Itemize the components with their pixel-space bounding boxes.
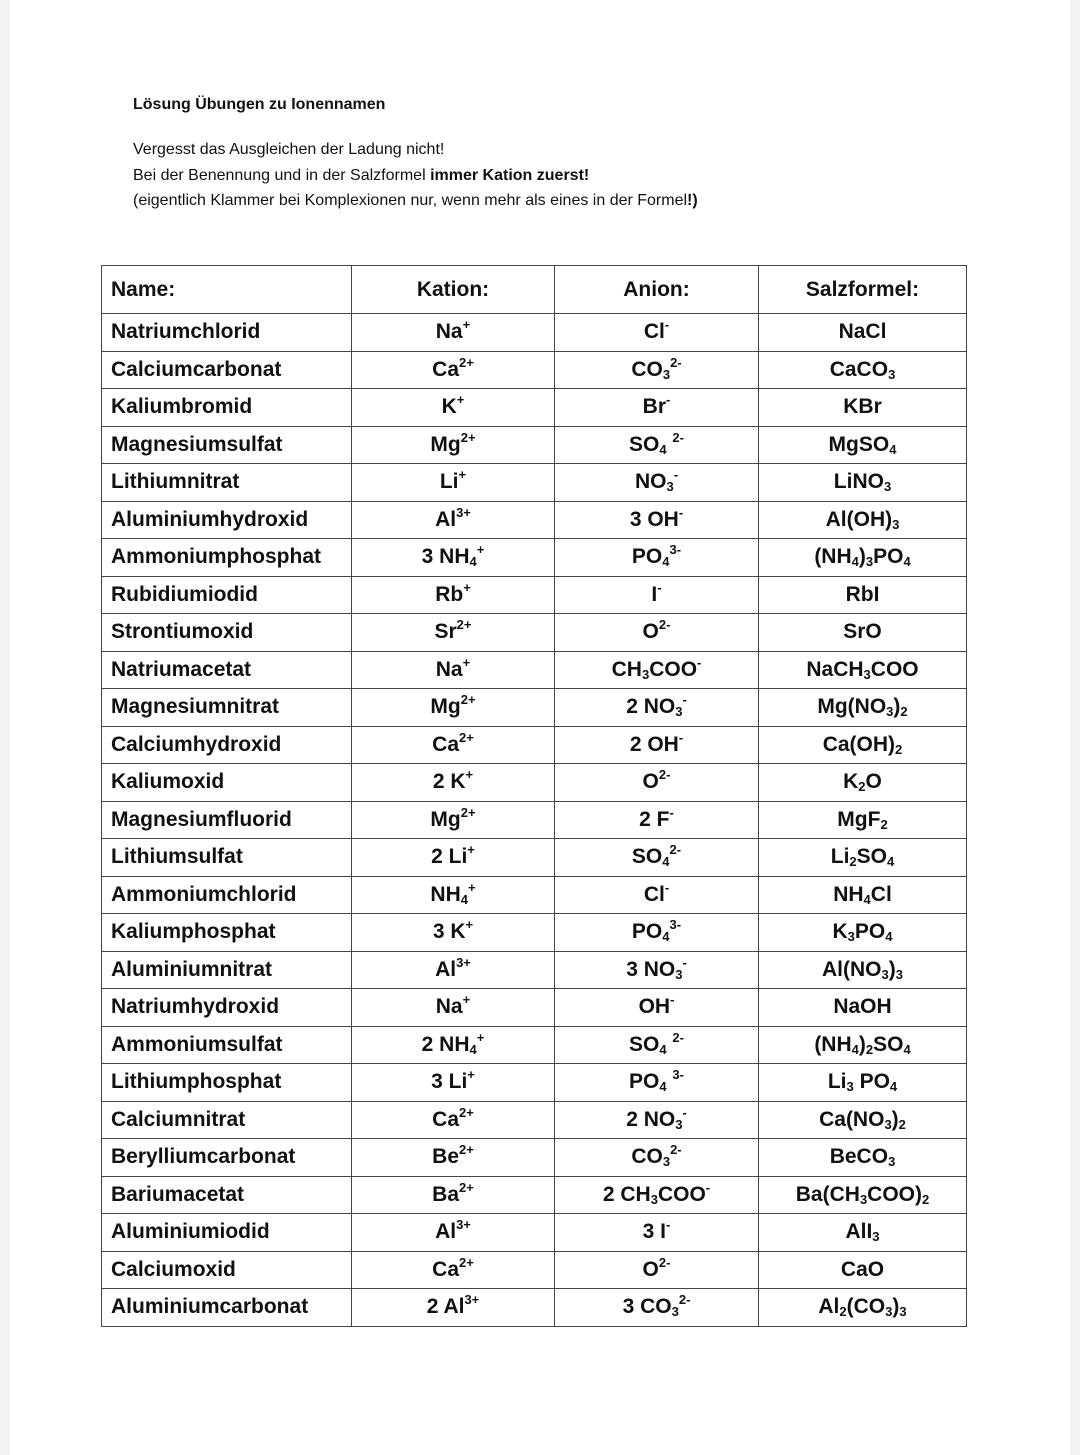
salt-formula-cell: $(NH_4)_3PO_4$ (759, 539, 967, 577)
table-row (102, 464, 967, 502)
salt-formula-cell: $K_3PO_4$ (759, 914, 967, 952)
compound-name-cell: Natriumhydroxid (102, 989, 352, 1027)
compound-name-cell: Magnesiumfluorid (102, 801, 352, 839)
anion-cell: $CO_3^{2-}$ (555, 351, 759, 389)
compound-name-cell: Natriumacetat (102, 651, 352, 689)
cation-cell: $Ca^{2+}$ (352, 726, 555, 764)
compound-name-cell: Calciumnitrat (102, 1101, 352, 1139)
salt-formula-cell: NaCH$_3$COO (759, 651, 967, 689)
salt-formula-cell: $(NH_4)_2SO_4$ (759, 1026, 967, 1064)
cation-cell: $Ca^{2+}$ (352, 1251, 555, 1289)
anion-cell: $NO_3^-$ (555, 464, 759, 502)
intro-line-2-text: Bei der Benennung und in der Salzformel (133, 166, 431, 184)
intro-line-3-emphasis: !) (687, 192, 698, 209)
cation-cell: Na+ (352, 314, 555, 352)
anion-cell: I- (555, 576, 759, 614)
cation-cell: 3 Li+ (352, 1064, 555, 1102)
table-row (102, 1101, 967, 1139)
anion-cell: 2 OH- (555, 726, 759, 764)
anion-cell: $PO_4^{3-}$ (555, 914, 759, 952)
intro-line-3 (133, 188, 698, 214)
anion-cell: 2 F- (555, 801, 759, 839)
table-row (102, 1026, 967, 1064)
compound-name-cell: Natriumchlorid (102, 314, 352, 352)
compound-name-cell: Aluminiumcarbonat (102, 1289, 352, 1327)
compound-name-cell: Magnesiumnitrat (102, 689, 352, 727)
cation-cell: 2 $Al^{3+}$ (352, 1289, 555, 1327)
table-row (102, 801, 967, 839)
compound-name-cell: Kaliumphosphat (102, 914, 352, 952)
anion-cell: 3 OH- (555, 501, 759, 539)
salt-formula-cell: $Ca(NO_3)_2$ (759, 1101, 967, 1139)
compound-name-cell: Kaliumbromid (102, 389, 352, 427)
table-row (102, 839, 967, 877)
cation-cell: $Al^{3+}$ (352, 1214, 555, 1252)
anion-cell: $SO_4$ $^{2-}$ (555, 1026, 759, 1064)
table-row (102, 426, 967, 464)
salt-formula-cell: $Mg(NO_3)_2$ (759, 689, 967, 727)
salt-formula-cell: $Li_3$ $PO_4$ (759, 1064, 967, 1102)
cation-cell: $Al^{3+}$ (352, 501, 555, 539)
anion-cell: $SO_4^{2-}$ (555, 839, 759, 877)
page-title: Lösung Übungen zu Ionennamen (133, 96, 386, 113)
table-row (102, 614, 967, 652)
salt-formula-cell: NaCl (759, 314, 967, 352)
ion-table (101, 265, 967, 1327)
compound-name-cell: Lithiumsulfat (102, 839, 352, 877)
anion-cell: Cl- (555, 314, 759, 352)
cation-cell: $Be^{2+}$ (352, 1139, 555, 1177)
header-name: Name: (102, 266, 352, 314)
table-row (102, 1289, 967, 1327)
table-row (102, 1214, 967, 1252)
cation-cell: $Ba^{2+}$ (352, 1176, 555, 1214)
salt-formula-cell: SrO (759, 614, 967, 652)
anion-cell: $SO_4$ $^{2-}$ (555, 426, 759, 464)
compound-name-cell: Ammoniumchlorid (102, 876, 352, 914)
compound-name-cell: Kaliumoxid (102, 764, 352, 802)
table-row (102, 389, 967, 427)
compound-name-cell: Berylliumcarbonat (102, 1139, 352, 1177)
salt-formula-cell: NaOH (759, 989, 967, 1027)
salt-formula-cell: $Al(OH)_3$ (759, 501, 967, 539)
salt-formula-cell: $Ba(CH_3COO)_2$ (759, 1176, 967, 1214)
table-row (102, 689, 967, 727)
cation-cell: Li+ (352, 464, 555, 502)
cation-cell: $Mg^{2+}$ (352, 426, 555, 464)
compound-name-cell: Ammoniumphosphat (102, 539, 352, 577)
compound-name-cell: Aluminiumiodid (102, 1214, 352, 1252)
compound-name-cell: Bariumacetat (102, 1176, 352, 1214)
table-row (102, 539, 967, 577)
cation-cell: K+ (352, 389, 555, 427)
anion-cell: Br- (555, 389, 759, 427)
salt-formula-cell: BeCO$_3$ (759, 1139, 967, 1177)
table-row (102, 351, 967, 389)
anion-cell: 2 $NO_3^-$ (555, 689, 759, 727)
anion-cell: Cl- (555, 876, 759, 914)
anion-cell: $O^{2-}$ (555, 764, 759, 802)
salt-formula-cell: $Al_2(CO_3)_3$ (759, 1289, 967, 1327)
compound-name-cell: Lithiumnitrat (102, 464, 352, 502)
anion-cell: $O^{2-}$ (555, 614, 759, 652)
header-row (102, 266, 967, 314)
salt-formula-cell: $NH_4Cl$ (759, 876, 967, 914)
intro-line-2 (133, 163, 698, 189)
cation-cell: Rb+ (352, 576, 555, 614)
compound-name-cell: Calciumhydroxid (102, 726, 352, 764)
table-row (102, 914, 967, 952)
table-row (102, 726, 967, 764)
salt-formula-cell: AlI$_3$ (759, 1214, 967, 1252)
compound-name-cell: Magnesiumsulfat (102, 426, 352, 464)
anion-cell: $PO_4$ $^{3-}$ (555, 1064, 759, 1102)
table-row (102, 501, 967, 539)
header-cation: Kation: (352, 266, 555, 314)
compound-name-cell: Ammoniumsulfat (102, 1026, 352, 1064)
salt-formula-cell: CaCO$_3$ (759, 351, 967, 389)
cation-cell: Na+ (352, 989, 555, 1027)
anion-cell: 3 $CO_3^{2-}$ (555, 1289, 759, 1327)
salt-formula-cell: MgF$_2$ (759, 801, 967, 839)
salt-formula-cell: $K_2O$ (759, 764, 967, 802)
anion-cell: 2 $NO_3^-$ (555, 1101, 759, 1139)
compound-name-cell: Rubidiumiodid (102, 576, 352, 614)
cation-cell: $Mg^{2+}$ (352, 801, 555, 839)
cation-cell: 2 Li+ (352, 839, 555, 877)
anion-cell: $CO_3^{2-}$ (555, 1139, 759, 1177)
anion-cell: 3 $NO_3^-$ (555, 951, 759, 989)
table-row (102, 989, 967, 1027)
anion-cell: 3 I- (555, 1214, 759, 1252)
cation-cell: $Mg^{2+}$ (352, 689, 555, 727)
intro-line-2-emphasis: immer Kation zuerst! (430, 166, 590, 184)
cation-cell: Na+ (352, 651, 555, 689)
anion-cell: $O^{2-}$ (555, 1251, 759, 1289)
salt-formula-cell: $Li_2SO_4$ (759, 839, 967, 877)
table-row (102, 1064, 967, 1102)
cation-cell: 3 $NH_4^+$ (352, 539, 555, 577)
intro-line-1: Vergesst das Ausgleichen der Ladung nicht! (133, 141, 445, 158)
salt-formula-cell: $Ca(OH)_2$ (759, 726, 967, 764)
cation-cell: $Al^{3+}$ (352, 951, 555, 989)
intro-line-3-text: (eigentlich Klammer bei Komplexionen nur, wenn mehr als eines in der Formel (133, 192, 688, 209)
compound-name-cell: Calciumcarbonat (102, 351, 352, 389)
table-row (102, 576, 967, 614)
table-row (102, 764, 967, 802)
cation-cell: $NH_4^+$ (352, 876, 555, 914)
cation-cell: 2 K+ (352, 764, 555, 802)
ion-table-body (102, 314, 967, 1327)
salt-formula-cell: $Al(NO_3)_3$ (759, 951, 967, 989)
compound-name-cell: Lithiumphosphat (102, 1064, 352, 1102)
cation-cell: $Sr^{2+}$ (352, 614, 555, 652)
table-row (102, 951, 967, 989)
compound-name-cell: Calciumoxid (102, 1251, 352, 1289)
table-row (102, 314, 967, 352)
header-anion: Anion: (555, 266, 759, 314)
salt-formula-cell: MgSO$_4$ (759, 426, 967, 464)
salt-formula-cell: LiNO$_3$ (759, 464, 967, 502)
ion-table-head (102, 266, 967, 314)
table-row (102, 651, 967, 689)
compound-name-cell: Strontiumoxid (102, 614, 352, 652)
anion-cell: 2 $CH_3COO^-$ (555, 1176, 759, 1214)
cation-cell: $Ca^{2+}$ (352, 351, 555, 389)
header-salt-formula: Salzformel: (759, 266, 967, 314)
salt-formula-cell: KBr (759, 389, 967, 427)
anion-cell: OH- (555, 989, 759, 1027)
salt-formula-cell: CaO (759, 1251, 967, 1289)
table-row (102, 876, 967, 914)
cation-cell: 2 $NH_4^+$ (352, 1026, 555, 1064)
anion-cell: $PO_4^{3-}$ (555, 539, 759, 577)
table-row (102, 1139, 967, 1177)
intro-text (133, 137, 698, 214)
salt-formula-cell: RbI (759, 576, 967, 614)
table-row (102, 1251, 967, 1289)
compound-name-cell: Aluminiumnitrat (102, 951, 352, 989)
compound-name-cell: Aluminiumhydroxid (102, 501, 352, 539)
table-row (102, 1176, 967, 1214)
anion-cell: $CH_3COO^-$ (555, 651, 759, 689)
cation-cell: 3 K+ (352, 914, 555, 952)
cation-cell: $Ca^{2+}$ (352, 1101, 555, 1139)
